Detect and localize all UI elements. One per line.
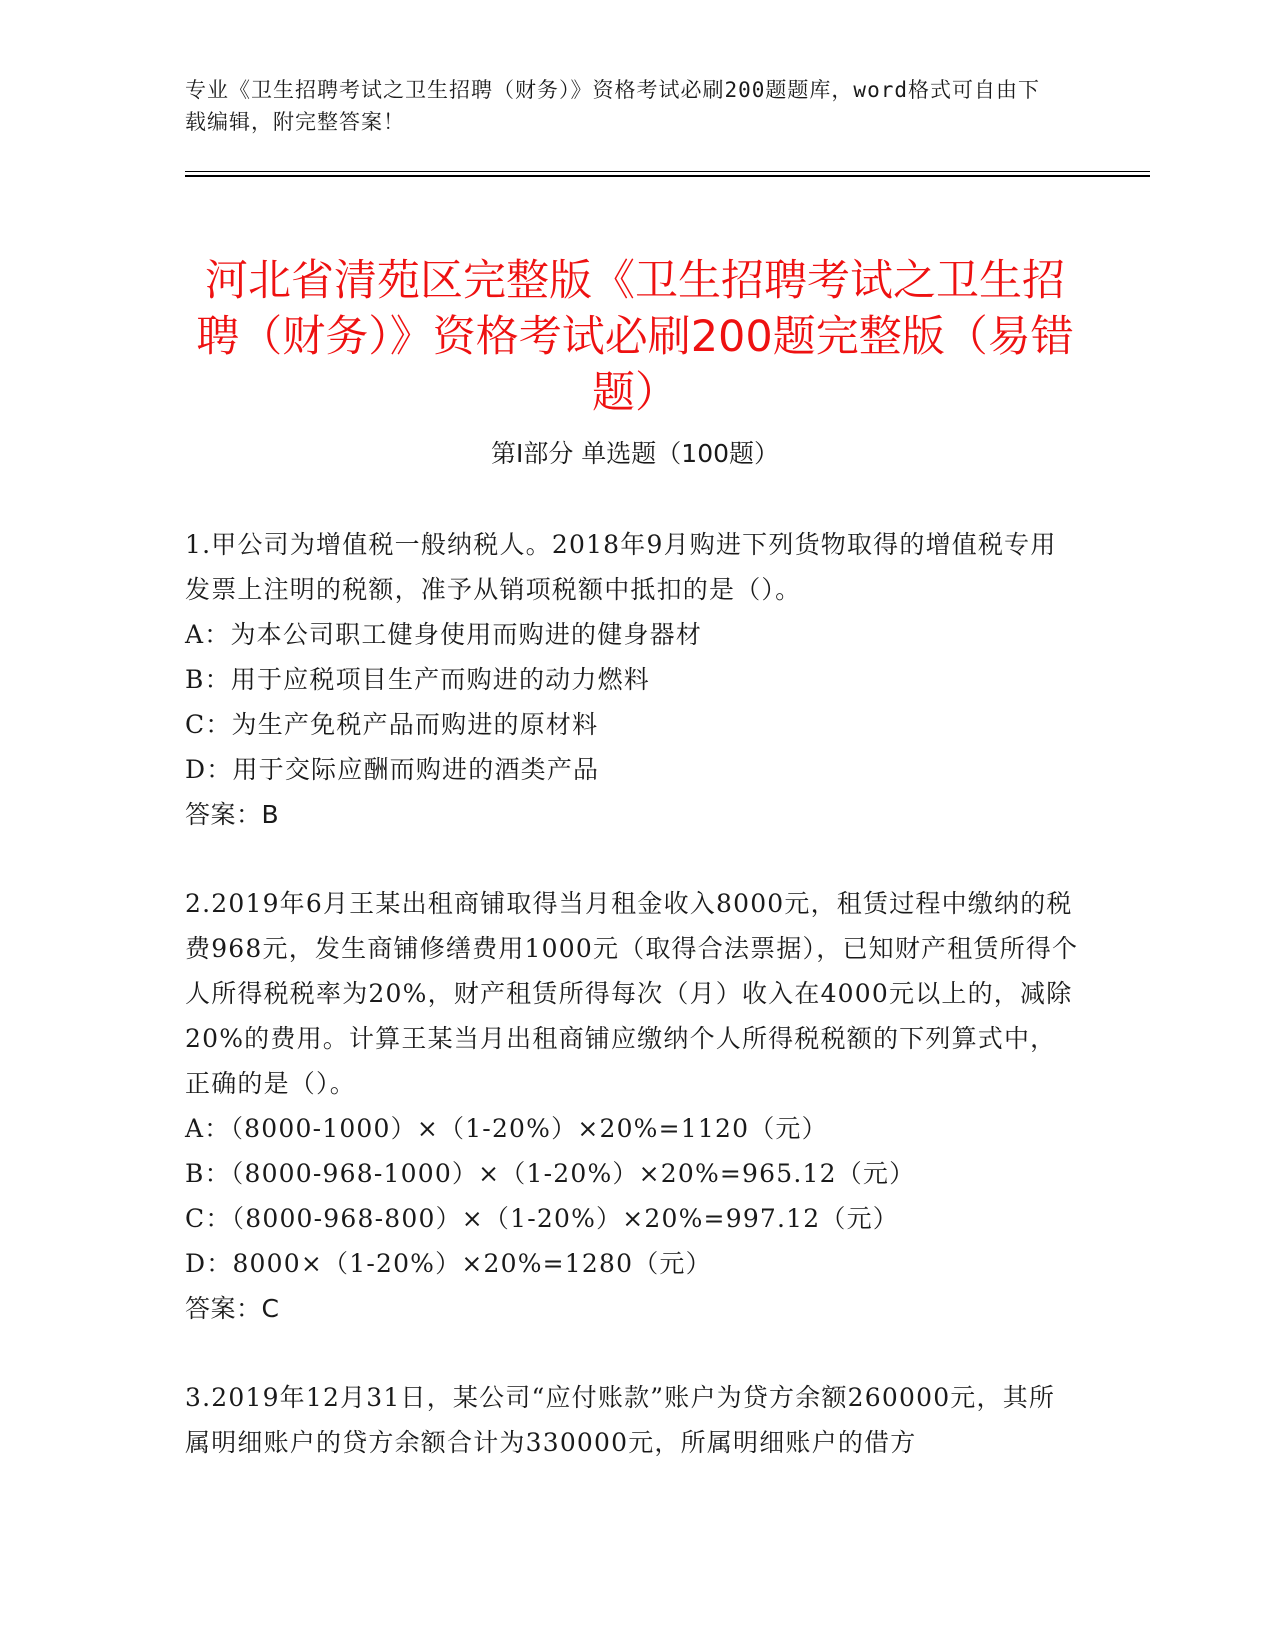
question-2 — [185, 881, 1080, 1331]
option-b: B：（8000-968-1000）×（1-20%）×20%=965.12（元） — [185, 1159, 916, 1188]
option-a: A：为本公司职工健身使用而购进的健身器材 — [185, 620, 703, 649]
section-title: 第Ⅰ部分 单选题（100题） — [490, 439, 780, 468]
option-c: C：为生产免税产品而购进的原材料 — [185, 710, 599, 739]
option-d: D：用于交际应酬而购进的酒类产品 — [185, 755, 600, 784]
answer: 答案：B — [185, 800, 280, 829]
option-c: C：（8000-968-800）×（1-20%）×20%=997.12（元） — [185, 1204, 899, 1233]
option-b: B：用于应税项目生产而购进的动力燃料 — [185, 665, 650, 694]
question-3 — [185, 1375, 1080, 1465]
question-stem: 3.2019年12月31日，某公司“应付账款”账户为贷方余额260000元，其所属明细账户的贷方余额合计为330000元，所属明细账户的借方 — [185, 1383, 1056, 1457]
question-stem: 1.甲公司为增值税一般纳税人。2018年9月购进下列货物取得的增值税专用发票上注明的税额，准予从销项税额中抵扣的是（）。 — [185, 530, 1057, 604]
question-stem: 2.2019年6月王某出租商铺取得当月租金收入8000元，租赁过程中缴纳的税费968元，发生商铺修缮费用1000元（取得合法票据），已知财产租赁所得个人所得税税率为20%，财产租赁所得每次（月）收入在4000元以上的，减除20%的费用。计算王某当月出租商铺应缴纳个人所得税税额的下列算式中，正确的是（）。 — [185, 889, 1079, 1098]
header-note: 专业《卫生招聘考试之卫生招聘（财务）》资格考试必刷200题题库，word格式可自由下载编辑，附完整答案！ — [185, 78, 1040, 134]
answer: 答案：C — [185, 1294, 280, 1323]
question-list — [185, 522, 1080, 1509]
document-title: 河北省清苑区完整版《卫生招聘考试之卫生招聘（财务）》资格考试必刷200题完整版（易错题） — [196, 255, 1074, 418]
option-a: A：（8000-1000）×（1-20%）×20%=1120（元） — [185, 1114, 828, 1143]
question-1 — [185, 522, 1080, 837]
option-d: D：8000×（1-20%）×20%=1280（元） — [185, 1249, 712, 1278]
header-rule-thick — [185, 175, 1150, 177]
header-rule-thin — [185, 171, 1150, 172]
